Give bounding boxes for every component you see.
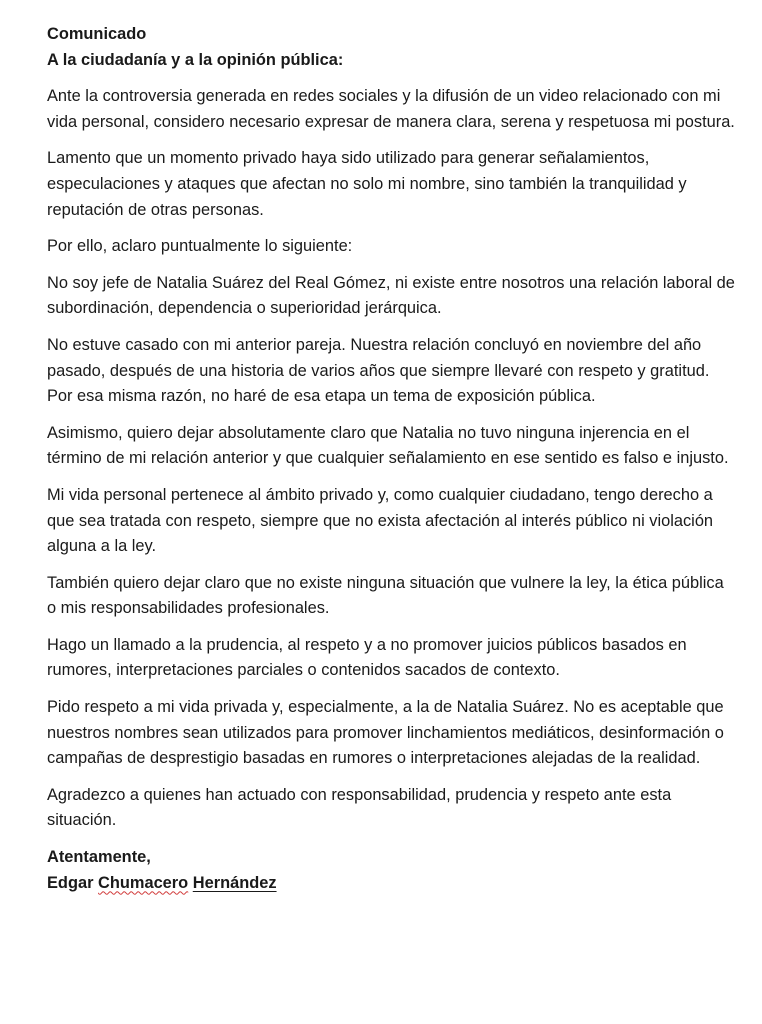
document-header	[47, 22, 737, 73]
closing-salutation: Atentamente,	[47, 848, 151, 867]
paragraph-call-prudence: Hago un llamado a la prudencia, al respeto y a no promover juicios públicos basados en rumores, interpretaciones parciales o contenidos sacados de contexto.	[47, 635, 687, 680]
document-title: Comunicado	[47, 25, 147, 43]
paragraph-thanks: Agradezco a quienes han actuado con responsabilidad, prudencia y respeto ante esta situación.	[47, 785, 672, 830]
paragraph-not-married: No estuve casado con mi anterior pareja. Nuestra relación concluyó en noviembre del año pasado, después de una historia de varios años que siempre llevaré con respeto y gratitud. Por esa misma razón, no haré de esa etapa un tema de exposición pública.	[47, 335, 710, 406]
paragraph-no-violation: También quiero dejar claro que no existe ninguna situación que vulnere la ley, la ética pública o mis responsabilidades profesionales.	[47, 573, 724, 618]
document-body	[47, 22, 737, 896]
paragraph-request-respect: Pido respeto a mi vida privada y, especialmente, a la de Natalia Suárez. No es aceptable que nuestros nombres sean utilizados para promover linchamientos mediáticos, desinformación o campañas de desprestigio basadas en rumores o interpretaciones alejadas de la realidad.	[47, 698, 724, 768]
paragraph-regret: Lamento que un momento privado haya sido utilizado para generar señalamientos, especulaciones y ataques que afectan no solo mi nombre, sino también la tranquilidad y reputación de otras personas.	[47, 149, 687, 219]
paragraph-private-life: Mi vida personal pertenece al ámbito privado y, como cualquier ciudadano, tengo derecho a que sea tratada con respeto, siempre que no exista afectación al interés público ni violación alguna a la ley.	[47, 485, 714, 556]
signature-middle-name: Chumacero	[98, 873, 189, 892]
closing-block	[47, 845, 737, 896]
signature-last-name: Hernández	[192, 873, 277, 892]
paragraph-no-interference: Asimismo, quiero dejar absolutamente claro que Natalia no tuvo ninguna injerencia en el término de mi relación anterior y que cualquier señalamiento en ese sentido es falso e injusto.	[47, 423, 729, 468]
signature-first-name: Edgar	[47, 873, 94, 892]
addressee-line: A la ciudadanía y a la opinión pública:	[47, 50, 344, 69]
paragraph-not-boss: No soy jefe de Natalia Suárez del Real Gómez, ni existe entre nosotros una relación laboral de subordinación, dependencia o superioridad jerárquica.	[47, 273, 735, 318]
paragraph-clarify-lead: Por ello, aclaro puntualmente lo siguiente:	[47, 237, 353, 256]
paragraph-intro: Ante la controversia generada en redes sociales y la difusión de un video relacionado con mi vida personal, considero necesario expresar de manera clara, serena y respetuosa mi postura.	[47, 87, 735, 131]
signature-name	[47, 871, 737, 897]
